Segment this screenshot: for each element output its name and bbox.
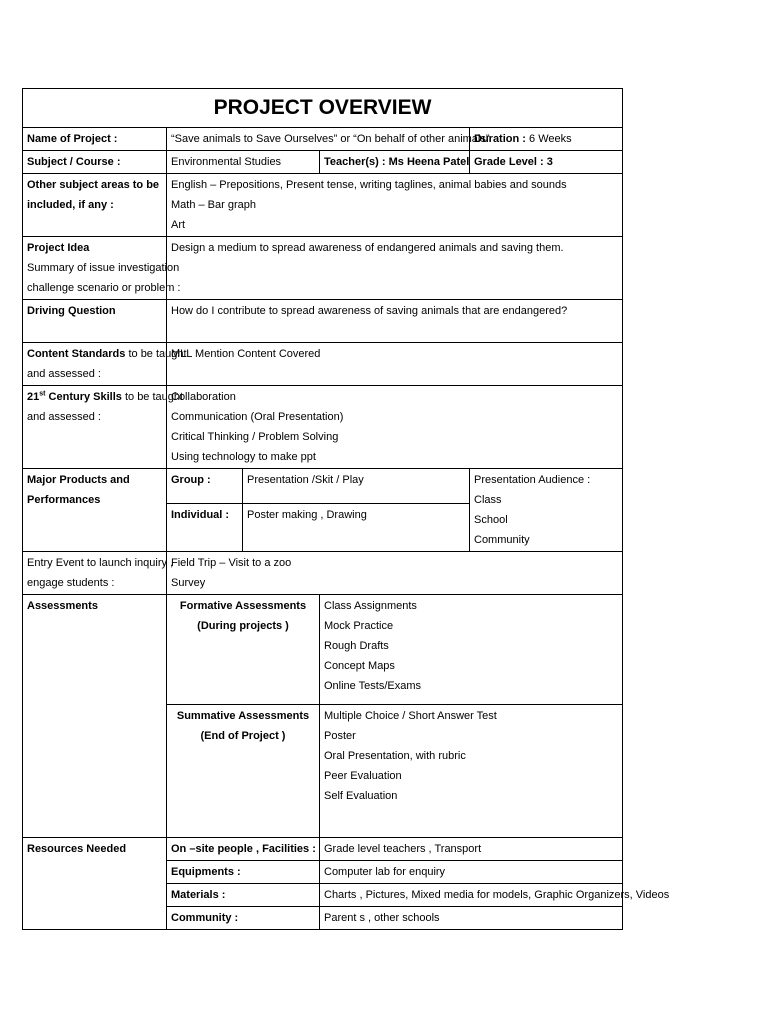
products-label bbox=[23, 469, 167, 552]
list-item: Collaboration bbox=[171, 391, 236, 403]
entry-event-value bbox=[167, 552, 623, 595]
skills-value bbox=[167, 386, 623, 469]
content-standards-value: MLL Mention Content Covered bbox=[167, 343, 623, 386]
skills-sup: st bbox=[39, 390, 46, 398]
subject-label: Subject / Course : bbox=[23, 151, 167, 174]
resource-value-equipments: Computer lab for enquiry bbox=[320, 861, 623, 884]
skills-sub: and assessed : bbox=[27, 411, 101, 423]
resource-value-facilities: Grade level teachers , Transport bbox=[320, 838, 623, 861]
formative-sub: (During projects ) bbox=[197, 620, 289, 632]
name-of-project-value: “Save animals to Save Ourselves” or “On behalf of other animals” bbox=[167, 128, 470, 151]
other-subjects-label bbox=[23, 174, 167, 237]
resources-label: Resources Needed bbox=[23, 838, 167, 930]
skills-title: Century Skills bbox=[45, 391, 122, 403]
list-item: Field Trip – Visit to a zoo bbox=[171, 557, 292, 569]
list-item: Multiple Choice / Short Answer Test bbox=[324, 710, 497, 722]
subject-value: Environmental Studies bbox=[167, 151, 320, 174]
products-label-line-2: Performances bbox=[27, 494, 101, 506]
duration-label: Duration : bbox=[474, 133, 526, 145]
name-of-project-row bbox=[23, 128, 623, 151]
project-idea-sub-1: Summary of issue investigation bbox=[27, 262, 180, 274]
list-item: Self Evaluation bbox=[324, 790, 398, 802]
teacher-label: Teacher(s) : bbox=[324, 156, 386, 168]
grade-value: 3 bbox=[546, 156, 553, 168]
teacher-value: Ms Heena Patel bbox=[388, 156, 470, 168]
summative-items bbox=[320, 705, 623, 838]
other-subjects-row bbox=[23, 174, 623, 237]
resource-value-materials: Charts , Pictures, Mixed media for models, Graphic Organizers, Videos bbox=[320, 884, 623, 907]
assessments-label: Assessments bbox=[23, 595, 167, 838]
other-subjects-label-line-2: included, if any : bbox=[27, 199, 114, 211]
list-item: Using technology to make ppt bbox=[171, 451, 316, 463]
list-item: Survey bbox=[171, 577, 206, 589]
entry-event-label-line-1: Entry Event to launch inquiry , bbox=[27, 557, 174, 569]
audience-label: Presentation Audience : bbox=[474, 474, 591, 486]
project-idea-label bbox=[23, 237, 181, 300]
resource-label-community: Community : bbox=[167, 907, 320, 930]
grade-label: Grade Level : bbox=[474, 156, 544, 168]
driving-question-label: Driving Question bbox=[23, 300, 167, 343]
list-item: Concept Maps bbox=[324, 660, 395, 672]
resources-row bbox=[23, 838, 623, 861]
list-item: Oral Presentation, with rubric bbox=[324, 750, 466, 762]
list-item: Class Assignments bbox=[324, 600, 417, 612]
list-item: Class bbox=[474, 494, 502, 506]
list-item: Rough Drafts bbox=[324, 640, 389, 652]
project-idea-row bbox=[23, 237, 623, 300]
list-item: Peer Evaluation bbox=[324, 770, 402, 782]
list-item: Mock Practice bbox=[324, 620, 394, 632]
other-subjects-label-line-1: Other subject areas to be bbox=[27, 179, 160, 191]
list-item: Online Tests/Exams bbox=[324, 680, 422, 692]
skills-row bbox=[23, 386, 623, 469]
resource-label-facilities: On –site people , Facilities : bbox=[167, 838, 320, 861]
subject-row bbox=[23, 151, 623, 174]
list-item: Math – Bar graph bbox=[171, 199, 256, 211]
list-item: English – Prepositions, Present tense, writing taglines, animal babies and sounds bbox=[171, 179, 567, 191]
project-overview-document bbox=[22, 88, 670, 930]
duration-value: 6 Weeks bbox=[529, 133, 572, 145]
project-idea-sub-2: challenge scenario or problem : bbox=[27, 282, 181, 294]
duration-cell bbox=[470, 128, 623, 151]
summative-title: Summative Assessments bbox=[176, 710, 310, 722]
products-group-row bbox=[23, 469, 623, 504]
list-item: Critical Thinking / Problem Solving bbox=[171, 431, 339, 443]
driving-question-value: How do I contribute to spread awareness of saving animals that are endangered? bbox=[167, 300, 623, 343]
skills-title-rest: to be taught bbox=[121, 391, 184, 403]
teacher-cell bbox=[320, 151, 470, 174]
project-idea-title: Project Idea bbox=[27, 242, 90, 254]
other-subjects-value bbox=[167, 174, 623, 237]
content-standards-row bbox=[23, 343, 623, 386]
content-standards-sub: and assessed : bbox=[27, 368, 101, 380]
project-overview-table bbox=[22, 88, 670, 930]
formative-title: Formative Assessments bbox=[179, 600, 307, 612]
products-label-line-1: Major Products and bbox=[27, 474, 130, 486]
grade-cell bbox=[470, 151, 623, 174]
summative-label bbox=[167, 705, 320, 838]
content-standards-title-rest: to be taught bbox=[125, 348, 187, 360]
formative-items bbox=[320, 595, 623, 705]
formative-row bbox=[23, 595, 623, 705]
project-idea-value: Design a medium to spread awareness of endangered animals and saving them. bbox=[167, 237, 623, 300]
list-item: Community bbox=[474, 534, 530, 546]
list-item: Poster bbox=[324, 730, 356, 742]
resource-label-equipments: Equipments : bbox=[167, 861, 320, 884]
title-row bbox=[23, 89, 623, 128]
list-item: School bbox=[474, 514, 508, 526]
individual-value: Poster making , Drawing bbox=[243, 504, 470, 552]
summative-sub: (End of Project ) bbox=[200, 730, 286, 742]
page-title: PROJECT OVERVIEW bbox=[23, 89, 623, 128]
resource-value-community: Parent s , other schools bbox=[320, 907, 623, 930]
formative-label bbox=[167, 595, 320, 705]
content-standards-label bbox=[23, 343, 187, 386]
individual-label: Individual : bbox=[167, 504, 243, 552]
content-standards-title: Content Standards bbox=[27, 348, 126, 360]
group-value: Presentation /Skit / Play bbox=[243, 469, 470, 504]
entry-event-label bbox=[23, 552, 174, 595]
entry-event-label-line-2: engage students : bbox=[27, 577, 115, 589]
skills-num: 21 bbox=[27, 391, 40, 403]
list-item: Art bbox=[171, 219, 186, 231]
list-item: Communication (Oral Presentation) bbox=[171, 411, 344, 423]
group-label: Group : bbox=[167, 469, 243, 504]
resource-label-materials: Materials : bbox=[167, 884, 320, 907]
driving-question-row bbox=[23, 300, 623, 343]
entry-event-row bbox=[23, 552, 623, 595]
skills-label bbox=[23, 386, 184, 469]
audience-cell bbox=[470, 469, 623, 552]
name-of-project-label: Name of Project : bbox=[23, 128, 167, 151]
